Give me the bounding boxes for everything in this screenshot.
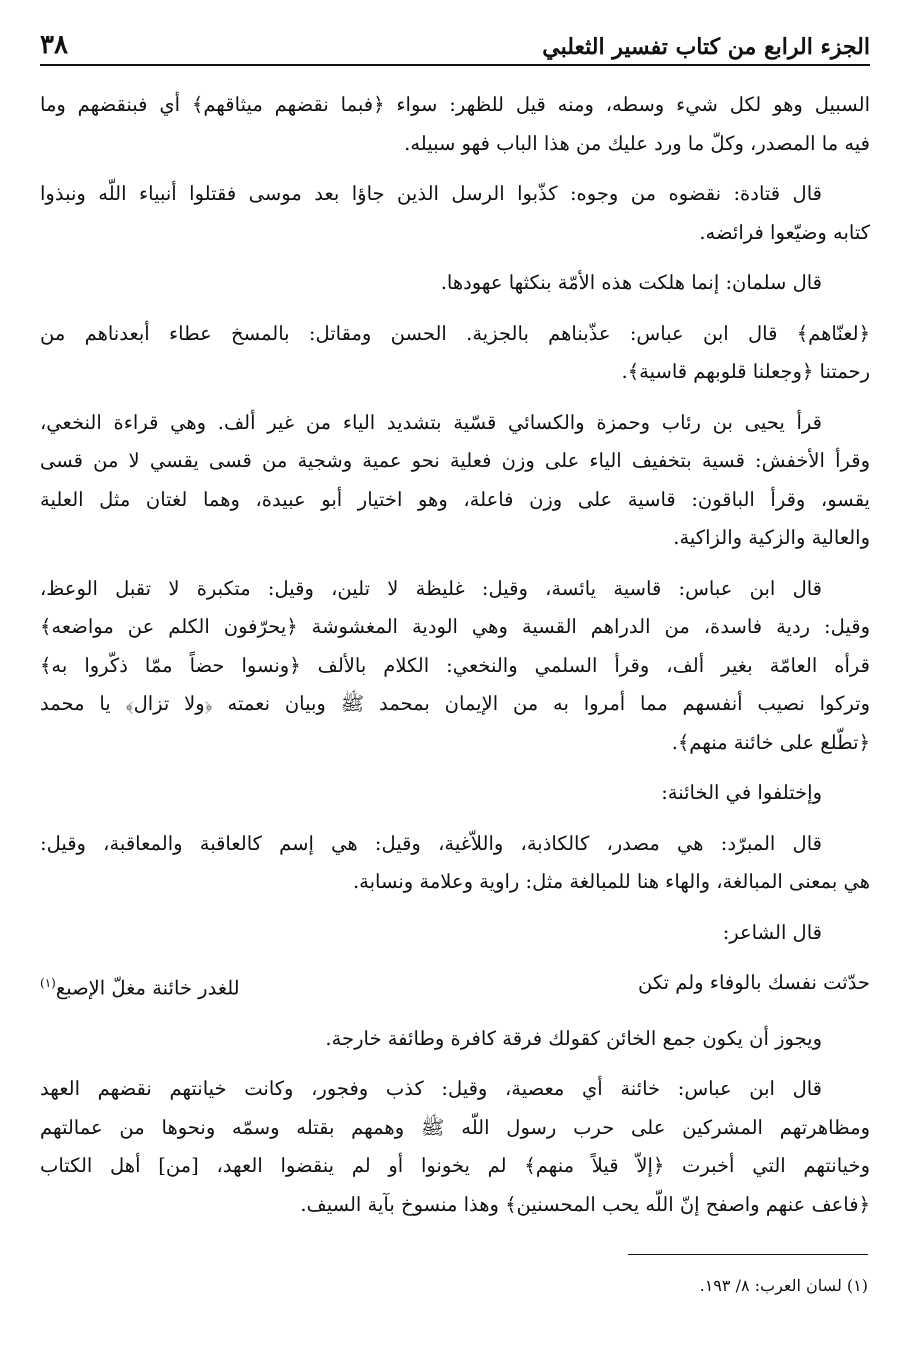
text-line: قال ابن عباس: قاسية يائسة، وقيل: غليظة لا تلين، وقيل: متكبرة لا تقبل الوعظ، — [40, 576, 822, 600]
text-line: رحمتنا ﴿وجعلنا قلوبهم قاسية﴾. — [621, 360, 870, 383]
text-line: ويجوز أن يكون جمع الخائن كقولك فرقة كافرة وطائفة خارجة. — [325, 1026, 822, 1050]
text-line: قرأ يحيى بن رئاب وحمزة والكسائي قسّية بتشديد الياء من غير ألف. وهي قراءة النخعي، — [40, 410, 822, 434]
text-line: ﴿تطّلع على خائنة منهم﴾. — [671, 730, 870, 754]
text-line: ﴿فاعف عنهم واصفح إنّ اللّه يحب المحسنين﴾ وهذا منسوخ بآية السيف. — [300, 1192, 870, 1216]
text-line: يقسو، وقرأ الباقون: قاسية على وزن فاعلة، وهو اختيار أبو عبيدة، وهما لغتان مثل العلية — [40, 487, 870, 511]
text-line: وإختلفوا في الخائنة: — [661, 781, 822, 804]
footnote-marker: (١) — [40, 976, 56, 990]
paragraph — [40, 774, 870, 813]
paragraph — [40, 86, 870, 163]
poetry-verse — [40, 964, 870, 1008]
text-line: السبيل وهو لكل شيء وسطه، ومنه قيل للظهر: سواء ﴿فبما نقضهم ميثاقهم﴾ أي فبنقضهم وما — [40, 93, 870, 116]
text-line: قال ابن عباس: خائنة أي معصية، وقيل: كذب وفجور، وكانت خيانتهم نقضهم العهد — [40, 1077, 822, 1100]
paragraph — [40, 175, 870, 252]
paragraph — [40, 914, 870, 953]
text-line: هي بمعنى المبالغة، والهاء هنا للمبالغة مثل: راوية وعلامة ونسابة. — [352, 870, 870, 893]
verse-second-hemistich — [40, 964, 460, 1008]
text-line: قال سلمان: إنما هلكت هذه الأمّة بنكثها عهودها. — [440, 271, 822, 294]
page-number: ٣٨ — [40, 30, 68, 60]
paragraph — [40, 1020, 870, 1059]
text-line: قال المبرّد: هي مصدر، كالكاذبة، واللاّغية، وقيل: هي إسم كالعاقبة والمعاقبة، وقيل: — [40, 831, 822, 855]
paragraph — [40, 404, 870, 558]
verse-first-text: حدّثت نفسك بالوفاء ولم تكن — [638, 971, 870, 994]
paragraph — [40, 1070, 870, 1224]
paragraph — [40, 315, 870, 392]
verse-second-text: للغدر خائنة مغلّ الإصبع — [55, 976, 240, 1000]
text-line: والعالية والزكية والزاكية. — [673, 526, 870, 549]
text-line: قرأه العامّة بغير ألف، وقرأ السلمي والنخعي: الكلام بالألف ﴿ونسوا حضاً ممّا ذكّروا به﴾ — [40, 653, 870, 677]
text-line: وقيل: ردية فاسدة، من الدراهم القسية وهي الودية المغشوشة ﴿يحرّفون الكلم عن مواضعه﴾ — [40, 615, 870, 638]
paragraph — [40, 825, 870, 902]
text-line: فيه ما المصدر، وكلّ ما ورد عليك من هذا الباب فهو سبيله. — [404, 131, 870, 155]
verse-first-hemistich — [470, 964, 870, 1008]
footnote-divider — [628, 1254, 868, 1255]
text-line: ومظاهرتهم المشركين على حرب رسول اللّه ﷺ وهمهم بقتله وسمّه ونحوها من عمالتهم — [40, 1115, 870, 1139]
text-line: قال قتادة: نقضوه من وجوه: كذّبوا الرسل الذين جاؤا بعد موسى فقتلوا أنبياء اللّه ونبذوا — [40, 182, 822, 205]
page-body — [40, 86, 870, 1236]
text-line: وتركوا نصيب أنفسهم مما أمروا به من الإيمان بمحمد ﷺ وبيان نعمته ﴿ولا تزال﴾ يا محمد — [40, 692, 870, 715]
paragraph — [40, 264, 870, 303]
text-line: ﴿لعنّاهم﴾ قال ابن عباس: عذّبناهم بالجزية. الحسن ومقاتل: بالمسخ عطاء أبعدناهم من — [40, 321, 870, 345]
footnote: (١) لسان العرب: ٨/ ١٩٣. — [699, 1276, 868, 1295]
text-line: كتابه وضيّعوا فرائضه. — [699, 220, 870, 244]
paragraph — [40, 570, 870, 763]
running-title: الجزء الرابع من كتاب تفسير الثعلبي — [542, 34, 870, 60]
text-line: قال الشاعر: — [722, 920, 822, 944]
text-line: وخيانتهم التي أخبرت ﴿إلاّ قيلاً منهم﴾ لم يخونوا أو لم ينقضوا العهد، [من] أهل الكتاب — [40, 1154, 870, 1177]
page-header — [40, 22, 870, 66]
text-line: وقرأ الأخفش: قسية بتخفيف الياء على وزن فعلية نحو عمية وشجية من قسى يقسي لا من قسى — [40, 449, 870, 472]
